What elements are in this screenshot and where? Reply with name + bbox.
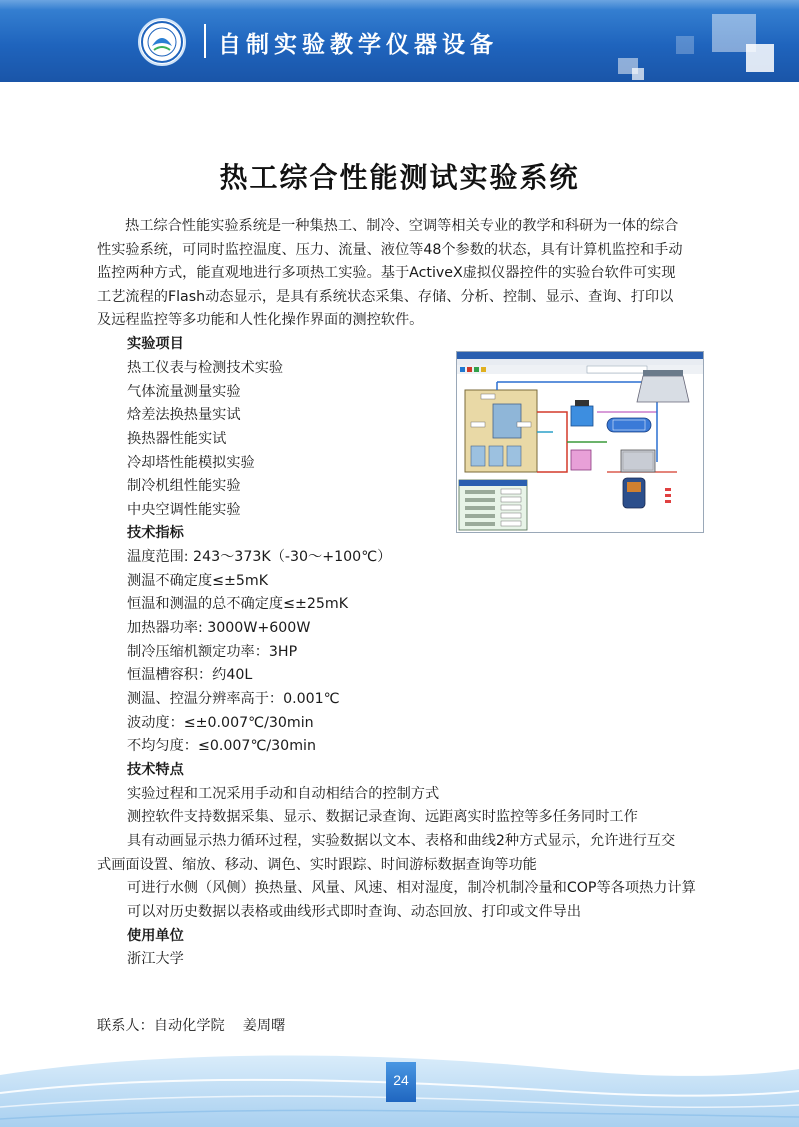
experiment-item: 焓差法换热量实试 (127, 407, 241, 423)
spec-item: 波动度：≤±0.007℃/30min (127, 715, 314, 731)
header-divider (204, 24, 206, 58)
header-highlight (0, 0, 799, 10)
experiment-item: 热工仪表与检测技术实验 (127, 360, 284, 376)
intro-line: 性实验系统，可同时监控温度、压力、流量、液位等48个参数的状态，具有计算机监控和手动 (97, 241, 683, 258)
spec-item: 制冷压缩机额定功率：3HP (127, 644, 298, 660)
features-heading: 技术特点 (127, 762, 184, 778)
intro-line: 监控两种方式，能直观地进行多项热工实验。基于ActiveX虚拟仪器控件的实验台软件可实现 (97, 265, 676, 282)
feature-item: 可以对历史数据以表格或曲线形式即时查询、动态回放、打印或文件导出 (127, 904, 582, 920)
unit-heading: 使用单位 (127, 928, 184, 944)
intro-line: 及远程监控等多功能和人性化操作界面的测控软件。 (97, 312, 424, 329)
page-number: 24 (393, 1072, 409, 1088)
header-banner (0, 0, 799, 82)
specs-heading: 技术指标 (127, 525, 184, 541)
spec-item: 测温不确定度≤±5mK (127, 573, 269, 589)
experiment-item: 制冷机组性能实验 (127, 478, 241, 494)
spec-item: 不均匀度：≤0.007℃/30min (127, 738, 316, 754)
experiments-heading: 实验项目 (127, 336, 184, 352)
spec-item: 加热器功率: 3000W+600W (127, 620, 311, 636)
decor-square (676, 36, 694, 54)
unit-name: 浙江大学 (127, 951, 184, 967)
experiment-item: 冷却塔性能模拟实验 (127, 455, 255, 471)
feature-item: 测控软件支持数据采集、显示、数据记录查询、远距离实时监控等多任务同时工作 (127, 809, 638, 825)
page-title: 热工综合性能测试实验系统 (219, 161, 580, 194)
header-title: 自制实验教学仪器设备 (218, 32, 498, 58)
spec-item: 测温、控温分辨率高于：0.001℃ (127, 691, 340, 707)
spec-item: 温度范围: 243～373K（-30～+100℃） (127, 549, 392, 565)
spec-item: 恒温槽容积：约40L (127, 667, 253, 683)
decor-square (746, 44, 774, 72)
feature-item: 可进行水侧（风侧）换热量、风量、风速、相对湿度，制冷机制冷量和COP等各项热力计算 (127, 880, 696, 896)
experiment-item: 换热器性能实试 (127, 431, 227, 447)
feature-item: 具有动画显示热力循环过程，实验数据以文本、表格和曲线2种方式显示，允许进行互交 (127, 833, 676, 849)
experiment-item: 气体流量测量实验 (127, 384, 241, 400)
university-seal-icon (138, 18, 186, 66)
decor-square (632, 68, 644, 80)
spec-item: 恒温和测温的总不确定度≤±25mK (127, 596, 349, 612)
feature-item: 实验过程和工况采用手动和自动相结合的控制方式 (127, 786, 440, 802)
software-screenshot (456, 351, 704, 533)
experiment-item: 中央空调性能实验 (127, 502, 241, 518)
contact-line: 联系人：自动化学院 姜周曙 (97, 1018, 286, 1034)
intro-line: 热工综合性能实验系统是一种集热工、制冷、空调等相关专业的教学和科研为一体的综合 (125, 218, 679, 234)
feature-item-continued: 式画面设置、缩放、移动、调色、实时跟踪、时间游标数据查询等功能 (97, 857, 537, 873)
intro-paragraph (97, 215, 709, 333)
intro-line: 工艺流程的Flash动态显示，是具有系统状态采集、存储、分析、控制、显示、查询、打印以 (97, 288, 674, 305)
